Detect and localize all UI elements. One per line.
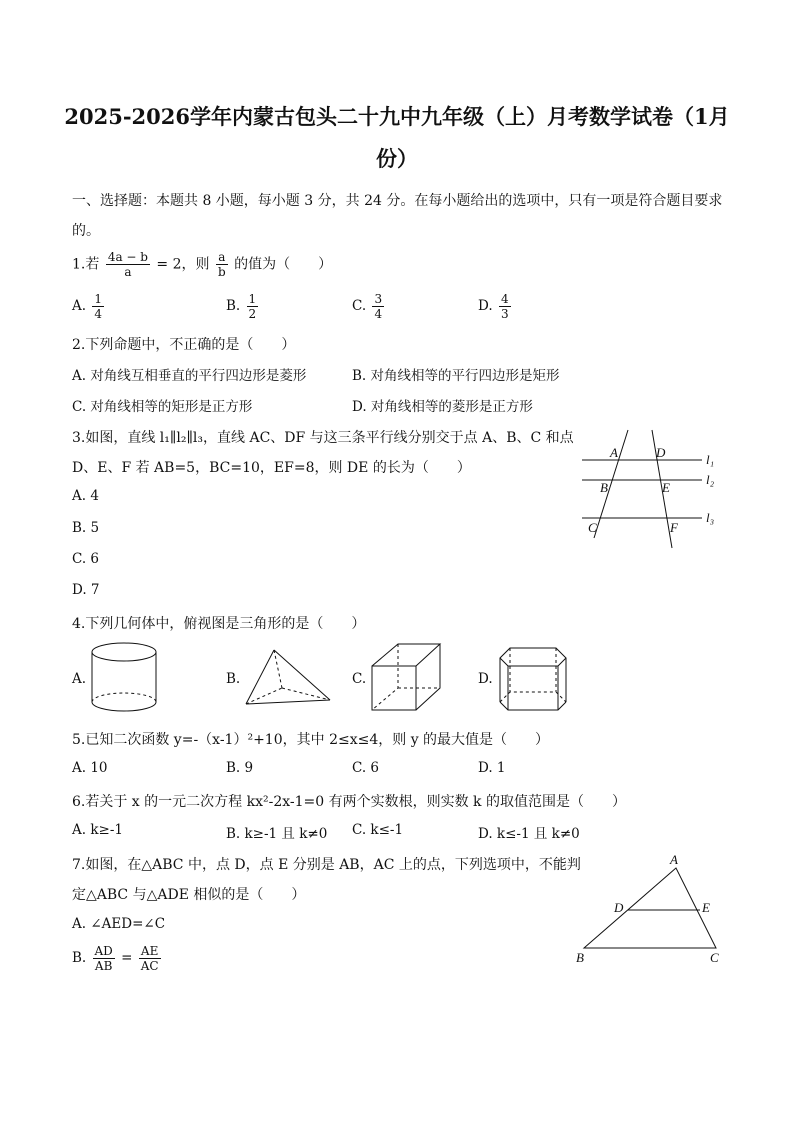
page-title (60, 96, 734, 180)
q3-option-c[interactable]: C. 6 (72, 551, 100, 567)
question-7-line-1: 7.如图，在△ABC 中，点 D，点 E 分别是 AB，AC 上的点，下列选项中，不能判 (72, 857, 581, 873)
q6-option-c[interactable]: C. k≤-1 (352, 822, 404, 838)
q4-option-a-label[interactable]: A. (72, 671, 87, 687)
q2-option-c[interactable]: C. 对角线相等的矩形是正方形 (72, 399, 253, 415)
q1-fraction: $\frac{4a - b}{a}$ (107, 250, 148, 279)
q6-option-b[interactable]: B. k≥-1 且 k≠0 (226, 826, 328, 842)
q3-option-d[interactable]: D. 7 (72, 582, 100, 598)
q1-option-b[interactable]: B. $\frac{1}{2}$ (226, 292, 257, 321)
fig-label-l2: l₂ (706, 472, 715, 487)
q1-suffix: 的值为（ ） (234, 256, 333, 273)
question-5-stem: 5.已知二次函数 y=-（x-1）²+10，其中 2≤x≤4，则 y 的最大值是（ ） (72, 732, 550, 748)
q6-option-d[interactable]: D. k≤-1 且 k≠0 (478, 826, 580, 842)
question-3-line-2: D、E、F 若 AB=5，BC=10，EF=8，则 DE 的长为（ ） (72, 460, 471, 476)
q1-a-over-b: $\frac{a}{b}$ (217, 250, 226, 279)
q5-option-c[interactable]: C. 6 (352, 760, 380, 776)
question-1-stem (72, 250, 332, 279)
q7-option-b[interactable]: B. $\frac{AD}{AB}$ = $\frac{AE}{AC}$ (72, 944, 159, 973)
q1-mid: = 2，则 (156, 256, 210, 273)
fig-label-l3: l₃ (706, 510, 715, 525)
fig-label-l1: l₁ (706, 452, 715, 467)
question-6-stem: 6.若关于 x 的一元二次方程 kx²-2x-1=0 有两个实数根，则实数 k 的取值范围是（ ） (72, 794, 626, 810)
q1-option-a[interactable]: A. $\frac{1}{4}$ (72, 292, 102, 321)
q5-option-b[interactable]: B. 9 (226, 760, 254, 776)
cuboid-figure (368, 640, 444, 716)
q1-prefix: 1.若 (72, 256, 100, 273)
fig-label-b: B (600, 480, 608, 495)
q5-option-d[interactable]: D. 1 (478, 760, 506, 776)
question-7-line-2: 定△ABC 与△ADE 相似的是（ ） (72, 887, 306, 903)
hexagonal-prism-figure (496, 644, 572, 716)
q2-option-b[interactable]: B. 对角线相等的平行四边形是矩形 (352, 368, 560, 384)
fig-label-c: C (588, 520, 597, 535)
q2-option-d[interactable]: D. 对角线相等的菱形是正方形 (352, 399, 533, 415)
fig-label-a: A (610, 445, 618, 460)
tri-label-e: E (702, 900, 710, 915)
q3-option-b[interactable]: B. 5 (72, 520, 100, 536)
q7-option-a[interactable]: A. ∠AED=∠C (72, 916, 166, 932)
q1-option-c[interactable]: C. $\frac{3}{4}$ (352, 292, 383, 321)
title-line-2: 份） (376, 146, 418, 171)
question-4-stem: 4.下列几何体中，俯视图是三角形的是（ ） (72, 616, 366, 632)
q6-option-a[interactable]: A. k≥-1 (72, 822, 123, 838)
pyramid-figure (242, 646, 334, 710)
tri-label-b: B (576, 950, 584, 965)
question-3-line-1: 3.如图，直线 l₁∥l₂∥l₃，直线 AC、DF 与这三条平行线分别交于点 A、B、C 和点 (72, 430, 574, 446)
triangle-figure (572, 850, 728, 968)
fig-label-f: F (670, 520, 678, 535)
title-line-1: 2025-2026学年内蒙古包头二十九中九年级（上）月考数学试卷（1月 (64, 104, 730, 129)
tri-label-c: C (710, 950, 719, 965)
tri-label-a: A (670, 852, 678, 867)
fig-label-e: E (662, 480, 670, 495)
tri-label-d: D (614, 900, 624, 915)
q4-option-d-label[interactable]: D. (478, 671, 493, 687)
q4-option-b-label[interactable]: B. (226, 671, 241, 687)
section-heading: 一、选择题：本题共 8 小题，每小题 3 分，共 24 分。在每小题给出的选项中，只有一项是符合题目要求的。 (72, 193, 723, 239)
parallel-lines-figure (576, 426, 726, 552)
question-2-stem: 2.下列命题中，不正确的是（ ） (72, 337, 296, 353)
cylinder-figure (88, 640, 160, 716)
q2-option-a[interactable]: A. 对角线互相垂直的平行四边形是菱形 (72, 368, 307, 384)
q1-option-d[interactable]: D. $\frac{4}{3}$ (478, 292, 509, 321)
fig-label-d: D (656, 445, 666, 460)
q5-option-a[interactable]: A. 10 (72, 760, 108, 776)
q4-option-c-label[interactable]: C. (352, 671, 367, 687)
q3-option-a[interactable]: A. 4 (72, 488, 99, 504)
